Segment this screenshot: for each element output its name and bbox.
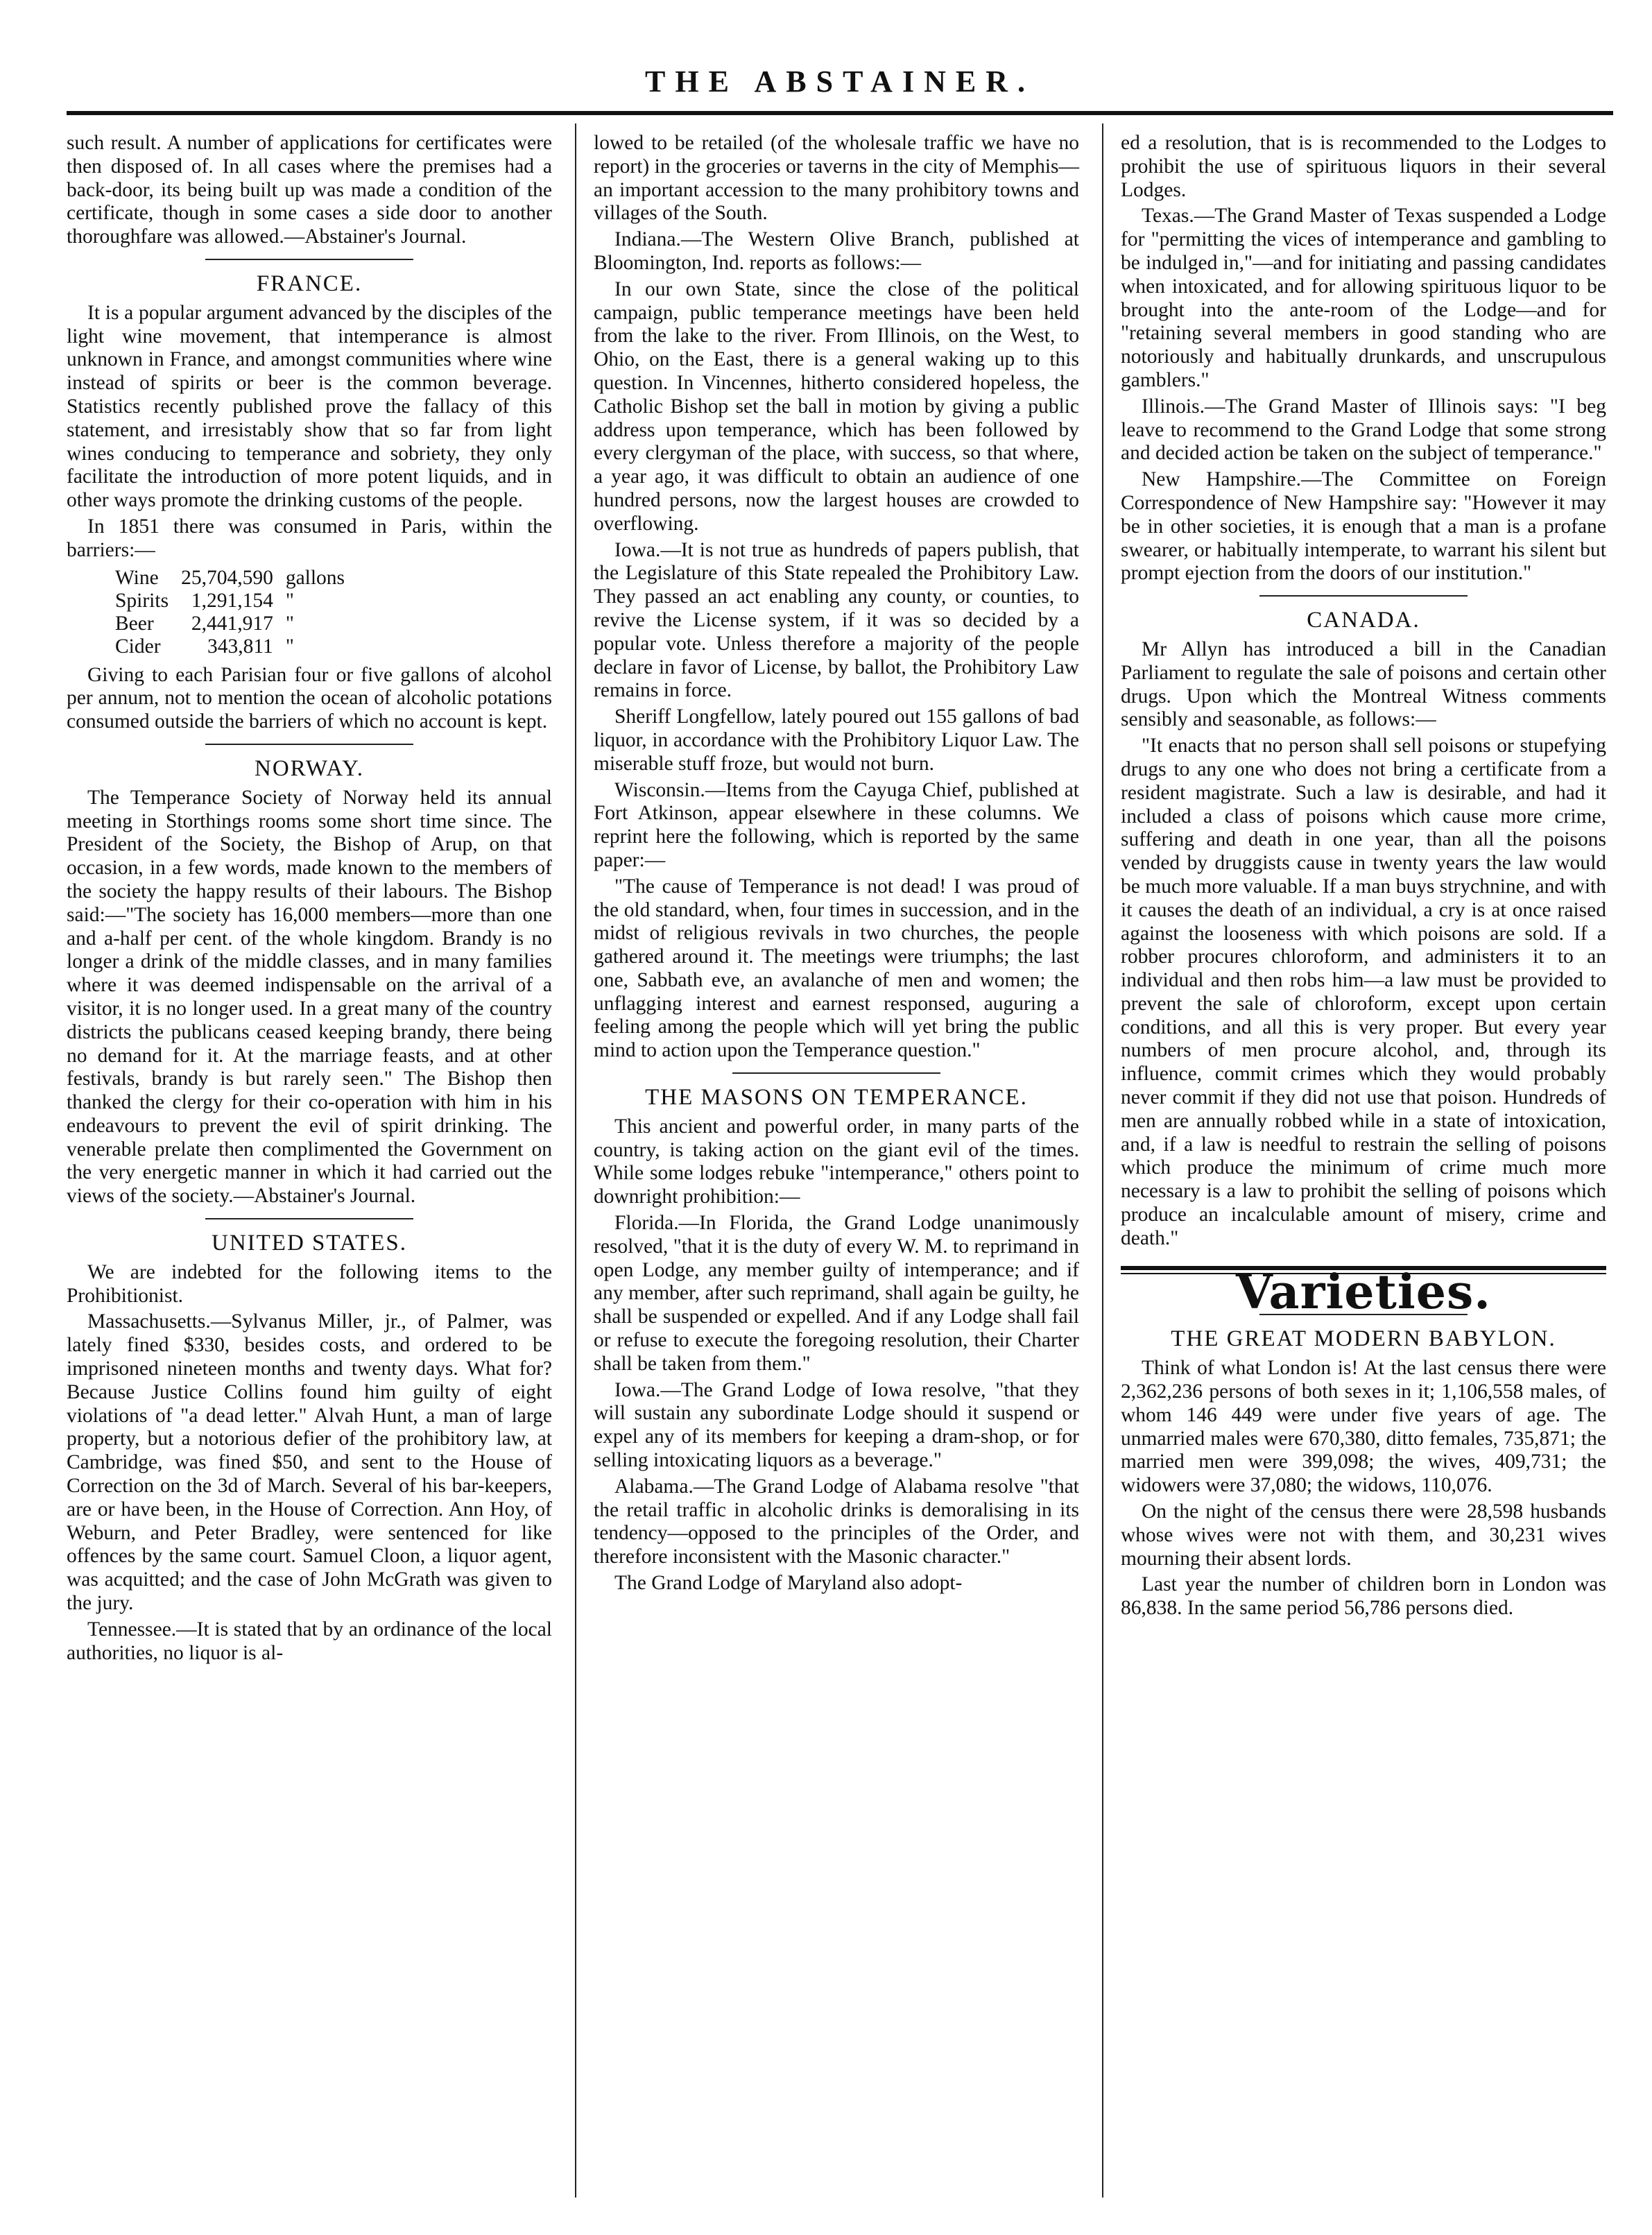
masthead: THE ABSTAINER.: [645, 65, 1035, 99]
article-paragraph: lowed to be retailed (of the wholesale traffic we have no report) in the groceries or taverns in the city of Memphis—an important accession to the many prohibitory towns and villages of the South.: [594, 132, 1079, 225]
article-paragraph: Florida.—In Florida, the Grand Lodge unanimously resolved, "that it is the duty of every W. M. to reprimand in open Lodge, any member guilty of intemperance; and if any member, after such reprimand, shall again be guilty, he shall be suspended or expelled. And if any Lodge shall fail or refuse to execute the foregoing resolution, their Charter shall be taken from them.": [594, 1212, 1079, 1375]
table-cell: Wine: [115, 566, 159, 589]
article-paragraph: Last year the number of children born in London was 86,838. In the same period 56,786 persons died.: [1121, 1573, 1606, 1620]
table-cell: 2,441,917: [191, 612, 273, 635]
article-paragraph: The Grand Lodge of Maryland also adopt-: [614, 1572, 963, 1595]
article-paragraph: ed a resolution, that is is recommended to the Lodges to prohibit the use of spirituous liquors in their several Lodges.: [1121, 132, 1606, 201]
column-1: [67, 132, 552, 1668]
article-paragraph: "It enacts that no person shall sell poisons or stupefying drugs to any one who does not bring a certificate from a resident magistrate. Such a law is desirable, and had it included a class of poisons which cause more crime, suffering and death in one year, than all the poisons vended by druggists cause in twenty years the law would be much more valuable. If a man buys strychnine, and with it causes the death of an individual, a cry is at once raised against the looseness with which poisons are sold. If a robber procures chloroform, and administers it to an individual and then robs him—a law must be provided to prevent the sale of chloroform, except upon certain conditions, and all this is very proper. But every year numbers of men procure alcohol, and, through its influence, commit crimes which they would probably never commit if they did not use that poison. Hundreds of men are annually robbed while in a state of intoxication, and, if a law is needful to restrain the selling of poisons which produce the minimum of crime much more necessary is a law to prohibit the selling of poisons which produce an incalculable amount of misery, crime and death.": [1121, 735, 1606, 1249]
table-cell: ": [285, 612, 294, 635]
article-paragraph: New Hampshire.—The Committee on Foreign Correspondence of New Hampshire say: "However it may be in other societies, it is enough that a man is a profane swearer, or habitually intemperate, to warrant his silent but prompt ejection from the doors of our institution.": [1121, 468, 1606, 585]
article-paragraph: Indiana.—The Western Olive Branch, published at Bloomington, Ind. reports as follows:—: [594, 228, 1079, 274]
section-divider: [205, 744, 413, 745]
varieties-heading: Varieties.: [1236, 1264, 1491, 1320]
table-row: [115, 613, 357, 635]
table-cell: 1,291,154: [191, 589, 273, 612]
article-paragraph: Tennessee.—It is stated that by an ordinance of the local authorities, no liquor is al-: [67, 1618, 552, 1664]
article-paragraph: Alabama.—The Grand Lodge of Alabama resolve "that the retail traffic in alcoholic drinks is demoralising in its tendency—opposed to the principles of the Order, and therefore inconsistent with the Masonic character.": [594, 1475, 1079, 1568]
table-cell: Cider: [115, 635, 161, 658]
masthead-rule: [67, 111, 1613, 115]
article-paragraph: Think of what London is! At the last census there were 2,362,236 persons of both sexes in it; 1,106,558 males, of whom 146 449 were under five years of age. The unmarried males were 670,380, ditto females, 735,871; the married men were 399,098; the wives, 409,731; the widowers were 37,080; the widows, 110,076.: [1121, 1357, 1606, 1497]
section-heading-norway: NORWAY.: [255, 755, 364, 781]
article-paragraph: Massachusetts.—Sylvanus Miller, jr., of Palmer, was lately fined $330, besides costs, and ordered to be imprisoned nineteen months and twenty days. What for? Because Justice Collins found him guilty of eight violations of "a dead letter." Alvah Hunt, a man of large property, but a notorious defier of the prohibitory law, at Cambridge, was fined $50, and sent to the House of Correction on the 3d of March. Several of his bar-keepers, are or have been, in the House of Correction. Ann Hoy, of Weburn, and Peter Bradley, were sentenced for like offences by the same court. Samuel Cloon, a liquor agent, was acquitted; and the case of John McGrath was given to the jury.: [67, 1310, 552, 1615]
column-2: [594, 132, 1079, 1598]
table-cell: gallons: [285, 566, 345, 589]
table-cell: 343,811: [207, 635, 273, 658]
column-divider: [575, 123, 576, 2198]
article-paragraph: such result. A number of applications for certificates were then disposed of. In all cases where the premises had a back-door, its being built up was made a condition of the certificate, though in some cases a side door to another thoroughfare was allowed.—Abstainer's Journal.: [67, 132, 552, 248]
column-3: [1121, 132, 1606, 1623]
table-cell: ": [285, 635, 294, 658]
newspaper-page: [67, 0, 1613, 2235]
article-paragraph: On the night of the census there were 28,598 husbands whose wives were not with them, and 30,231 wives mourning their absent lords.: [1121, 1500, 1606, 1570]
article-paragraph: Mr Allyn has introduced a bill in the Canadian Parliament to regulate the sale of poisons and certain other drugs. Upon which the Montreal Witness comments sensibly and seasonable, as follows:—: [1121, 637, 1606, 731]
table-cell: Spirits: [115, 589, 169, 612]
article-paragraph: Wisconsin.—Items from the Cayuga Chief, published at Fort Atkinson, appear elsewhere in these columns. We reprint here the following, which is reported by the same paper:—: [594, 778, 1079, 871]
table-row: [115, 567, 357, 590]
article-paragraph: Illinois.—The Grand Master of Illinois says: "I beg leave to recommend to the Grand Lodge that some strong and decided action be taken on the subject of temperance.": [1121, 395, 1606, 465]
consumption-table: [115, 567, 357, 658]
section-heading-france: FRANCE.: [256, 271, 363, 296]
table-row: [115, 590, 357, 613]
article-paragraph: In 1851 there was consumed in Paris, within the barriers:—: [67, 515, 552, 561]
table-row: [115, 635, 357, 658]
section-divider: [205, 1218, 413, 1219]
section-divider: [205, 259, 413, 260]
table-cell: Beer: [115, 612, 154, 635]
section-heading-united-states: UNITED STATES.: [211, 1231, 407, 1256]
article-paragraph: "The cause of Temperance is not dead! I was proud of the old standard, when, four times in succession, and in the midst of religious revivals in two churches, the people gathered around it. The meetings were triumphs; the last one, Sabbath eve, an avalanche of men and women; the unflagging interest and earnest responsed, auguring a feeling among the people which will yet bring the public mind to action upon the Temperance question.": [594, 875, 1079, 1062]
article-paragraph: The Temperance Society of Norway held its annual meeting in Storthings rooms some short time since. The President of the Society, the Bishop of Arup, on that occasion, in a few words, made known to the members of the society the happy results of their labours. The Bishop said:—"The society has 16,000 members—more than one and a-half per cent. of the whole kingdom. Brandy is no longer a drink of the middle classes, and in many families where it was deemed indispensable on the arrival of a visitor, it is no longer used. In a great many of the country districts the publicans ceased keeping brandy, there being no demand for it. At the marriage feasts, and at other festivals, brandy is but rarely seen." The Bishop then thanked the clergy for their co-operation with him in his endeavours to prevent the evil of spirit drinking. The venerable prelate then complimented the Government on the very energetic manner in which it had carried out the views of the society.—Abstainer's Journal.: [67, 786, 552, 1208]
table-cell: ": [285, 589, 294, 612]
article-paragraph: Sheriff Longfellow, lately poured out 155 gallons of bad liquor, in accordance with the Prohibitory Liquor Law. The miserable stuff froze, but would not burn.: [594, 705, 1079, 775]
section-heading-babylon: THE GREAT MODERN BABYLON.: [1171, 1326, 1556, 1352]
section-divider: [1259, 595, 1468, 597]
article-paragraph: Iowa.—It is not true as hundreds of papers publish, that the Legislature of this State repealed the Prohibitory Law. They passed an act enabling any county, or counties, to revive the License system, if it was so decided by a popular vote. Unless therefore a majority of the people declare in favor of License, by ballot, the Prohibitory Law remains in force.: [594, 538, 1079, 702]
article-paragraph: Giving to each Parisian four or five gallons of alcohol per annum, not to mention the ocean of alcoholic potations consumed outside the barriers of which no account is kept.: [67, 663, 552, 733]
article-paragraph: It is a popular argument advanced by the disciples of the light wine movement, that intemperance is almost unknown in France, and amongst communities where wine instead of spirits or beer is the common beverage. Statistics recently published prove the fallacy of this statement, and irresistably show that so far from light wines conducing to temperance and sobriety, they only facilitate the introduction of more potent liquids, and in other ways promote the drinking customs of the people.: [67, 301, 552, 512]
article-paragraph: Iowa.—The Grand Lodge of Iowa resolve, "that they will sustain any subordinate Lodge should it suspend or expel any of its members for keeping a dram-shop, or for selling intoxicating liquors as a beverage.": [594, 1378, 1079, 1472]
article-paragraph: This ancient and powerful order, in many parts of the country, is taking action on the giant evil of the times. While some lodges rebuke "intemperance," others point to downright prohibition:—: [594, 1115, 1079, 1208]
section-divider: [732, 1072, 940, 1074]
article-paragraph: Texas.—The Grand Master of Texas suspended a Lodge for "permitting the vices of intemperance and gambling to be indulged in,"—and for initiating and passing candidates when intoxicated, and for allowing spirituous liquor to be brought into the ante-room of the Lodge—and for "retaining several members in good standing who are notoriously and habitually drunkards, and unscrupulous gamblers.": [1121, 205, 1606, 391]
section-heading-canada: CANADA.: [1307, 608, 1420, 633]
article-paragraph: In our own State, since the close of the political campaign, public temperance meetings have been held from the lake to the river. From Illinois, on the West, to Ohio, on the East, there is a general waking up to this question. In Vincennes, hitherto considered hopeless, the Catholic Bishop set the ball in motion by giving a public address upon temperance, which has been followed by every clergyman of the place, with success, so that where, a year ago, it was difficult to obtain an audience of one hundred persons, now the largest houses are crowded to overflowing.: [594, 277, 1079, 535]
column-divider: [1102, 123, 1103, 2198]
section-heading-masons: THE MASONS ON TEMPERANCE.: [645, 1085, 1028, 1111]
table-cell: 25,704,590: [181, 566, 273, 589]
article-paragraph: We are indebted for the following items to the Prohibitionist.: [67, 1260, 552, 1307]
